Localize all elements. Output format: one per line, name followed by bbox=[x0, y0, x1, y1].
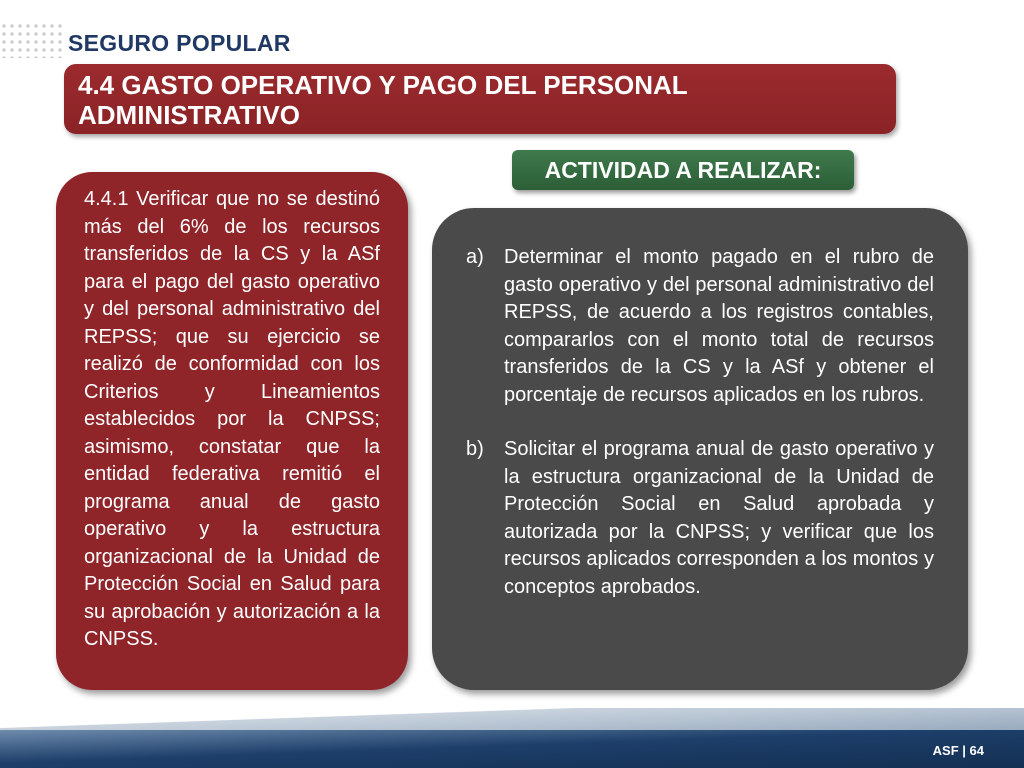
activity-item-letter: b) bbox=[466, 438, 484, 460]
activity-item-b bbox=[466, 436, 934, 601]
activity-item-text: Solicitar el programa anual de gasto operativo y la estructura organizacional de la Unidad de Protección Social en Salud aprobada y autorizada por la CNPSS; y verificar que los recursos aplicados corresponden a los montos y conceptos aprobados. bbox=[504, 438, 934, 598]
activity-item-letter: a) bbox=[466, 246, 484, 268]
activity-item-a bbox=[466, 244, 934, 409]
page-title-line-1: 4.4 GASTO OPERATIVO Y PAGO DEL PERSONAL bbox=[78, 70, 688, 100]
activity-item-text: Determinar el monto pagado en el rubro de gasto operativo y del personal administrativo del REPSS, de acuerdo a los registros contables, compararlos con el monto total de recursos transferidos de la CS y la ASf y obtener el porcentaje de recursos aplicados en los rubros. bbox=[504, 246, 934, 406]
activity-label bbox=[512, 150, 854, 190]
section-label: SEGURO POPULAR bbox=[68, 30, 291, 56]
page-title-line-2: ADMINISTRATIVO bbox=[78, 100, 300, 130]
page-number: ASF | 64 bbox=[932, 743, 984, 758]
activities-box bbox=[432, 208, 968, 690]
activity-label-text: ACTIVIDAD A REALIZAR: bbox=[544, 156, 822, 183]
procedure-text: 4.4.1 Verificar que no se destinó más del 6% de los recursos transferidos de la CS y la ASf para el pago del gasto operativo y del personal administrativo del REPSS; que su ejercicio se realizó de conformidad con los Criterios y Lineamientos establecidos por la CNPSS; asimismo, constatar que la entidad federativa remitió el programa anual de gasto operativo y la estructura organizacional de la Unidad de Protección Social en Salud para su aprobación y autorización a la CNPSS. bbox=[84, 188, 380, 650]
decorative-dot-pattern bbox=[0, 22, 64, 58]
footer-band bbox=[0, 730, 1024, 768]
procedure-box bbox=[56, 172, 408, 690]
title-banner bbox=[64, 64, 896, 134]
